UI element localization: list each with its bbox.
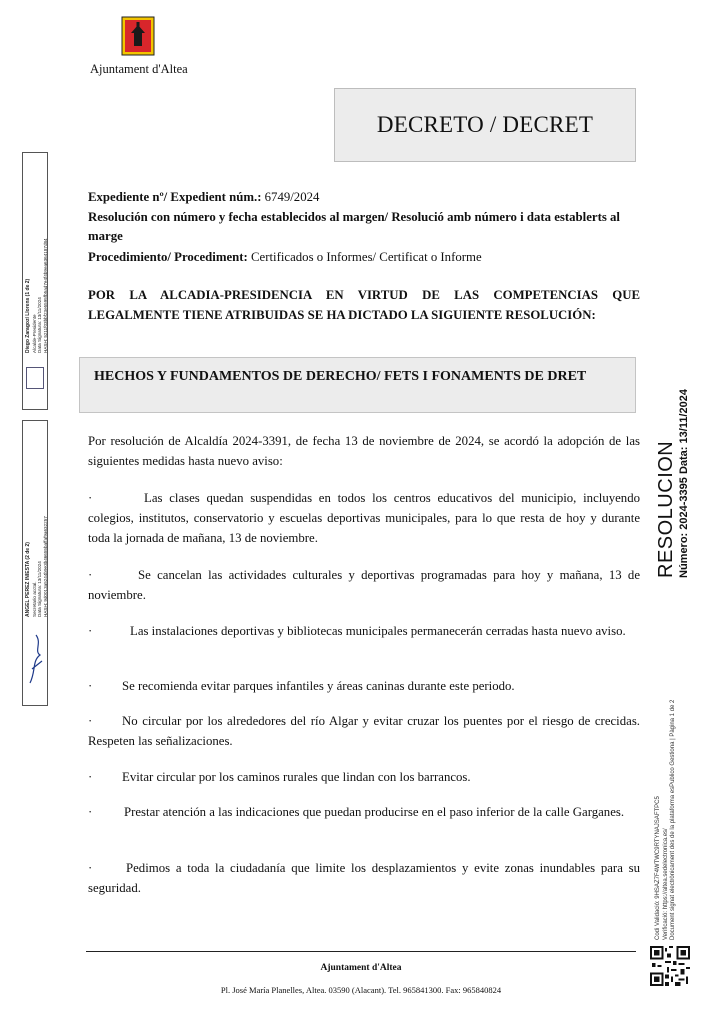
resolucion-text: Resolución con número y fecha establecidos al margen/ Resolució amb número i data establerts al marge bbox=[88, 210, 620, 243]
footer-address: Pl. José María Planelles, Altea. 03590 (Alacant). Tel. 965841300. Fax: 965840824 bbox=[220, 985, 502, 995]
bullet-text: Las instalaciones deportivas y bibliotecas municipales permanecerán cerradas hasta nuevo aviso. bbox=[130, 624, 626, 638]
bullet-item bbox=[88, 858, 640, 898]
signer-name: Diego Zaragozí Llorens (1 de 2) bbox=[25, 278, 31, 353]
bullet-text: Prestar atención a las indicaciones que puedan producirse en el paso inferior de la calle Garganes. bbox=[124, 805, 625, 819]
expediente-value: 6749/2024 bbox=[264, 190, 320, 204]
resolution-title: RESOLUCION bbox=[655, 440, 677, 578]
handwritten-signature-icon bbox=[26, 631, 46, 687]
footer-organization: Ajuntament d'Altea bbox=[320, 963, 402, 973]
signature-block bbox=[22, 152, 48, 410]
bullet-text: Las clases quedan suspendidas en todos los centros educativos del municipio, incluyendo colegios, institutos, conservatorio y escuelas deportivas municipales, para lo que resta de hoy y durante toda la jornada de mañana, 13 de noviembre. bbox=[88, 491, 640, 545]
signature-date: Data Signatura: 13/11/2024 bbox=[37, 561, 43, 617]
signer-role: Secretario acctal. bbox=[31, 581, 37, 617]
expediente-line bbox=[88, 188, 648, 207]
signature-hash: HASH: 9d0013a5244b9e3b46655baffaf9a632257 bbox=[42, 516, 48, 617]
section-title: HECHOS Y FUNDAMENTOS DE DERECHO/ FETS I FONAMENTS DE DRET bbox=[79, 357, 636, 413]
decree-title: DECRETO / DECRET bbox=[334, 88, 636, 162]
bullet-mark: · bbox=[88, 679, 93, 693]
verification-url[interactable]: Verificació: https://altea.sedelectronica.es/ bbox=[662, 828, 669, 940]
verification-side-text bbox=[651, 640, 711, 940]
bullet-text: Se cancelan las actividades culturales y deportivas programadas para hoy y mañana, 13 de noviembre. bbox=[88, 568, 640, 602]
bullet-item bbox=[88, 711, 640, 751]
organization-name: Ajuntament d'Altea bbox=[90, 62, 188, 76]
bullet-mark: · bbox=[88, 861, 93, 875]
procedimiento-label: Procedimiento/ Procediment: bbox=[88, 250, 248, 264]
bullet-mark: · bbox=[88, 714, 93, 728]
bullet-text: Evitar circular por los caminos rurales que lindan con los barrancos. bbox=[122, 770, 471, 784]
bullet-item bbox=[88, 802, 640, 822]
resolution-number-date: Número: 2024-3395 Data: 13/11/2024 bbox=[678, 389, 690, 578]
bullet-item bbox=[88, 488, 640, 548]
opening-paragraph: Por resolución de Alcaldía 2024-3391, de fecha 13 de noviembre de 2024, se acordó la adopción de las siguientes medidas hasta nuevo aviso: bbox=[88, 434, 640, 468]
bullet-mark: · bbox=[88, 491, 93, 505]
expediente-label: Expediente nº/ Expedient núm.: bbox=[88, 190, 262, 204]
signature-date: Data Signatura: 13/11/2024 bbox=[37, 297, 43, 353]
bullet-mark: · bbox=[88, 624, 93, 638]
bullet-item bbox=[88, 767, 640, 787]
bullet-text: Se recomienda evitar parques infantiles y áreas caninas durante este periodo. bbox=[122, 679, 515, 693]
bullet-mark: · bbox=[88, 770, 93, 784]
bullet-text: Pedimos a toda la ciudadanía que limite los desplazamientos y evite zonas inundables para su seguridad. bbox=[88, 861, 640, 895]
footer-divider bbox=[86, 951, 636, 952]
bullet-item bbox=[88, 565, 640, 605]
procedimiento-value: Certificados o Informes/ Certificat o Informe bbox=[251, 250, 482, 264]
validation-code: Codi Validació: 9HSAZ7F4WTWC9RTYNAJSAFTPC5 bbox=[655, 796, 661, 940]
coat-of-arms-logo bbox=[121, 16, 155, 56]
bullet-item bbox=[88, 621, 640, 641]
signature-block bbox=[22, 420, 48, 706]
signature-platform-note: Document signat electrònicament des de la plataforma esPublico Gestiona | Pàgina 1 de 2 bbox=[670, 699, 676, 940]
bullet-mark: · bbox=[88, 568, 93, 582]
signer-role: Alcalde-Presidente bbox=[31, 314, 37, 353]
signer-name: ANGEL PEREZ INIESTA (2 de 2) bbox=[25, 542, 31, 617]
qr-code-icon[interactable] bbox=[650, 946, 690, 986]
intro-statement: POR LA ALCADIA-PRESIDENCIA EN VIRTUD DE LAS COMPETENCIAS QUE LEGALMENTE TIENE ATRIBUIDAS SE HA DICTADO LA SIGUIENTE RESOLUCIÓN: bbox=[88, 288, 640, 322]
bullet-mark: · bbox=[88, 805, 93, 819]
bullet-item bbox=[88, 676, 640, 696]
procedimiento-line bbox=[88, 248, 648, 267]
signature-hash: HASH: 5211f03bbf23e5595fb5ad7e4f4b9ea6364187d84 bbox=[42, 238, 48, 353]
bullet-text: No circular por los alrededores del río Algar y evitar cruzar los puentes por el riesgo de crecidas. Respeten las señalizaciones. bbox=[88, 714, 640, 748]
signature-stamp-icon bbox=[26, 367, 44, 389]
resolution-side-label bbox=[655, 378, 695, 578]
